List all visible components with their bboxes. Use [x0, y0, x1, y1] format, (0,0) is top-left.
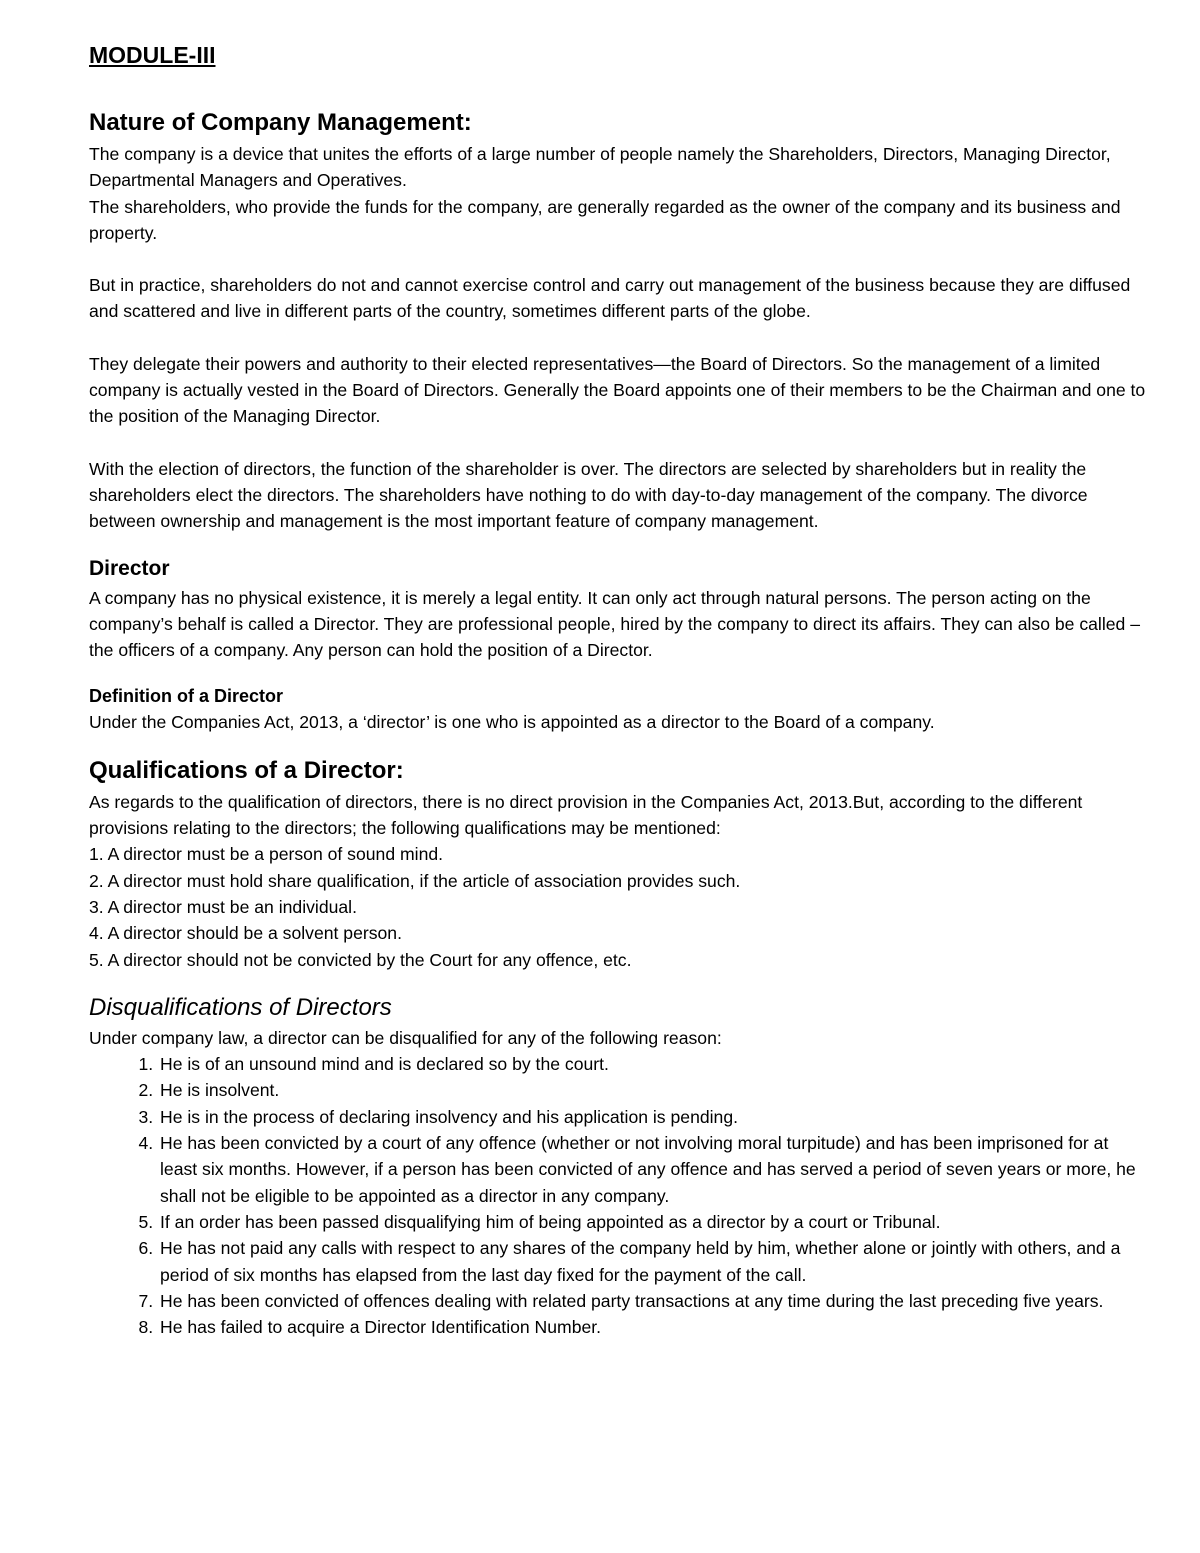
disqualifications-intro: Under company law, a director can be disqualified for any of the following reason: — [89, 1027, 722, 1048]
nature-paragraph-5: With the election of directors, the function of the shareholder is over. The directors are selected by shareholders but in reality the shareholders elect the directors. The shareholders have nothing to do with day-to-day management of the company. The divorce between ownership and management is the most important feature of company management. — [89, 458, 1088, 532]
definition-heading: Definition of a Director — [89, 686, 284, 707]
disqualification-item: 7. He has been convicted of offences dealing with related party transactions at any time during the last preceding five years. — [158, 1288, 1149, 1314]
nature-paragraph-4: They delegate their powers and authority to their elected representatives—the Board of Directors. So the management of a limited company is actually vested in the Board of Directors. Generally the Board appoints one of their members to be the Chairman and one to the position of the Managing Director. — [89, 353, 1146, 427]
qualifications-list — [89, 841, 1149, 972]
nature-paragraph-2: The shareholders, who provide the funds for the company, are generally regarded as the owner of the company and its business and property. — [89, 196, 1121, 243]
qualification-item: 4. A director should be a solvent person. — [89, 923, 402, 944]
qualification-item: 1. A director must be a person of sound mind. — [89, 844, 444, 865]
disqualification-item: 2. He is insolvent. — [158, 1077, 1149, 1103]
qualification-item: 5. A director should not be convicted by the Court for any offence, etc. — [89, 949, 632, 970]
director-paragraph: A company has no physical existence, it is merely a legal entity. It can only act through natural persons. The person acting on the company’s behalf is called a Director. They are professional people, hired by the company to direct its affairs. They can also be called – the officers of a company. Any person can hold the position of a Director. — [89, 587, 1140, 661]
qualifications-intro: As regards to the qualification of directors, there is no direct provision in the Companies Act, 2013.But, according to the different provisions relating to the directors; the following qualifications may be mentioned: — [89, 791, 1083, 839]
definition-paragraph: Under the Companies Act, 2013, a ‘director’ is one who is appointed as a director to the Board of a company. — [89, 712, 935, 733]
document-page — [89, 40, 1149, 1340]
disqualification-item: 8. He has failed to acquire a Director Identification Number. — [158, 1314, 1149, 1340]
nature-paragraph-3: But in practice, shareholders do not and cannot exercise control and carry out management of the business because they are diffused and scattered and live in different parts of the country, sometimes different parts of the globe. — [89, 275, 1131, 322]
nature-heading: Nature of Company Management: — [89, 109, 472, 136]
disqualifications-heading: Disqualifications of Directors — [89, 993, 392, 1021]
qualification-item: 2. A director must hold share qualification, if the article of association provides such. — [89, 870, 741, 891]
disqualification-item: 6. He has not paid any calls with respect to any shares of the company held by him, whether alone or jointly with others, and a period of six months has elapsed from the last day fixed for the payment of the call. — [158, 1235, 1149, 1288]
module-title: MODULE-III — [89, 42, 216, 68]
qualification-item: 3. A director must be an individual. — [89, 896, 357, 917]
qualifications-heading: Qualifications of a Director: — [89, 756, 404, 784]
disqualification-item: 5. If an order has been passed disqualifying him of being appointed as a director by a court or Tribunal. — [158, 1209, 1149, 1235]
disqualification-item: 4. He has been convicted by a court of any offence (whether or not involving moral turpitude) and has been imprisoned for at least six months. However, if a person has been convicted of any offence and has served a period of seven years or more, he shall not be eligible to be appointed as a director in any company. — [158, 1130, 1149, 1209]
nature-paragraph-1: The company is a device that unites the efforts of a large number of people namely the Shareholders, Directors, Managing Director, Departmental Managers and Operatives. — [89, 144, 1111, 191]
disqualifications-list — [89, 1051, 1149, 1340]
director-heading: Director — [89, 556, 170, 580]
disqualification-item: 3. He is in the process of declaring insolvency and his application is pending. — [158, 1104, 1149, 1130]
disqualification-item: 1. He is of an unsound mind and is declared so by the court. — [158, 1051, 1149, 1077]
